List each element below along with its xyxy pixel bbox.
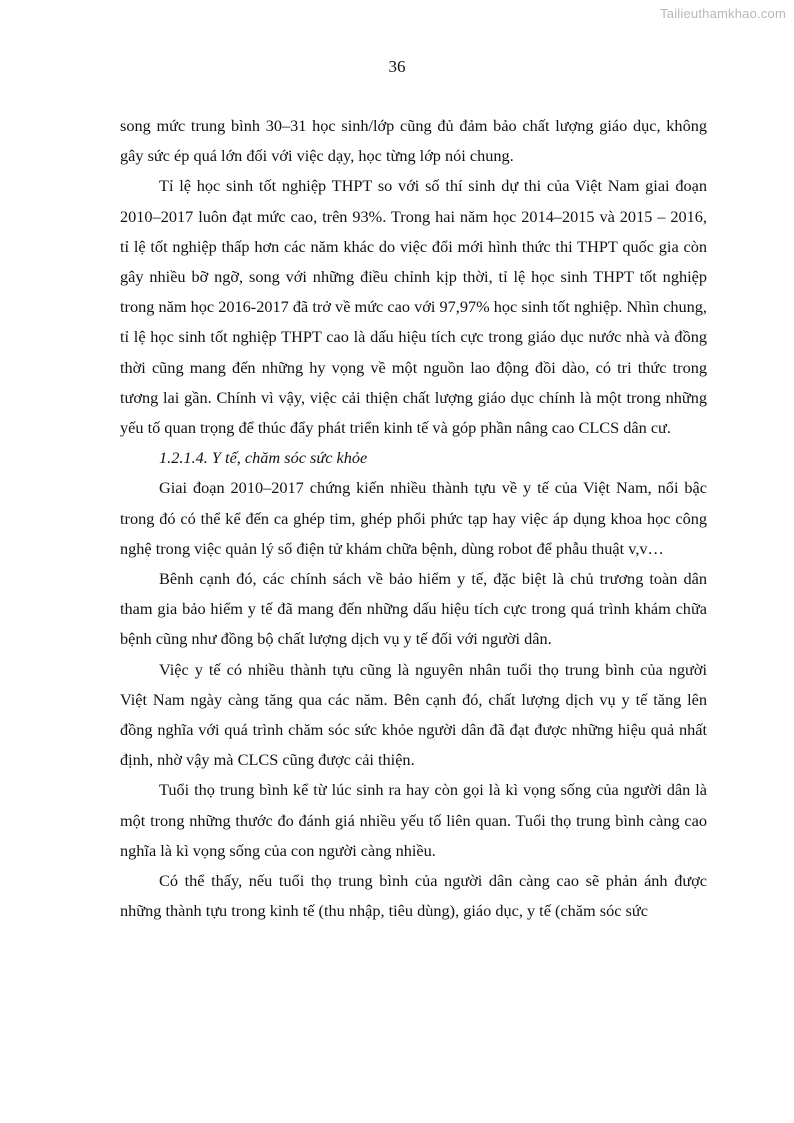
page-body bbox=[120, 111, 707, 926]
paragraph-health-achievements: Giai đoạn 2010–2017 chứng kiến nhiều thành tựu về y tế của Việt Nam, nổi bậc trong đó có thể kể đến ca ghép tim, ghép phổi phức tạp hay việc áp dụng khoa học công nghệ trong việc quản lý sổ điện tử khám chữa bệnh, dùng robot để phẫu thuật v,v… bbox=[120, 478, 707, 558]
paragraph-life-expectancy-reflection: Có thể thấy, nếu tuổi thọ trung bình của người dân càng cao sẽ phản ánh được những thành tựu trong kinh tế (thu nhập, tiêu dùng), giáo dục, y tế (chăm sóc sức bbox=[120, 871, 707, 921]
paragraph-life-expectancy-definition: Tuổi thọ trung bình kể từ lúc sinh ra hay còn gọi là kì vọng sống của người dân là một trong những thước đo đánh giá nhiều yếu tố liên quan. Tuổi thọ trung bình càng cao nghĩa là kì vọng sống của con người càng nhiều. bbox=[120, 780, 707, 860]
watermark: Tailieuthamkhao.com bbox=[660, 6, 786, 21]
paragraph-graduation-rate: Tỉ lệ học sinh tốt nghiệp THPT so với số thí sinh dự thi của Việt Nam giai đoạn 2010–2017 luôn đạt mức cao, trên 93%. Trong hai năm học 2014–2015 và 2015 – 2016, tỉ lệ tốt nghiệp thấp hơn các năm khác do việc đổi mới hình thức thi THPT quốc gia còn gây nhiều bỡ ngỡ, song với những điều chỉnh kịp thời, tỉ lệ học sinh THPT tốt nghiệp trong năm học 2016-2017 đã trở về mức cao với 97,97% học sinh tốt nghiệp. Nhìn chung, tỉ lệ học sinh tốt nghiệp THPT cao là dấu hiệu tích cực trong giáo dục nước nhà và đồng thời cũng mang đến những hy vọng về một nguồn lao động đồi dào, có tri thức trong tương lai gần. Chính vì vậy, việc cải thiện chất lượng giáo dục chính là một trong những yếu tố quan trọng để thúc đẩy phát triển kinh tế và góp phần nâng cao CLCS dân cư. bbox=[120, 176, 707, 438]
paragraph-life-expectancy-growth: Việc y tế có nhiều thành tựu cũng là nguyên nhân tuổi thọ trung bình của người Việt Nam ngày càng tăng qua các năm. Bên cạnh đó, chất lượng dịch vụ y tế tăng lên đồng nghĩa với quá trình chăm sóc sức khỏe người dân đã đạt được những hiệu quả nhất định, nhờ vậy mà CLCS cũng được cải thiện. bbox=[120, 659, 707, 770]
paragraph-health-insurance: Bênh cạnh đó, các chính sách về bảo hiểm y tế, đặc biệt là chủ trương toàn dân tham gia bảo hiểm y tế đã mang đến những dấu hiệu tích cực trong quá trình khám chữa bệnh cũng như đồng bộ chất lượng dịch vụ y tế đối với người dân. bbox=[120, 569, 707, 649]
section-heading-health: 1.2.1.4. Y tế, chăm sóc sức khỏe bbox=[159, 448, 368, 468]
paragraph-continuation: song mức trung bình 30–31 học sinh/lớp cũng đủ đảm bảo chất lượng giáo dục, không gây sức ép quá lớn đối với việc dạy, học từng lớp nói chung. bbox=[120, 116, 707, 166]
page-number: 36 bbox=[388, 57, 406, 76]
